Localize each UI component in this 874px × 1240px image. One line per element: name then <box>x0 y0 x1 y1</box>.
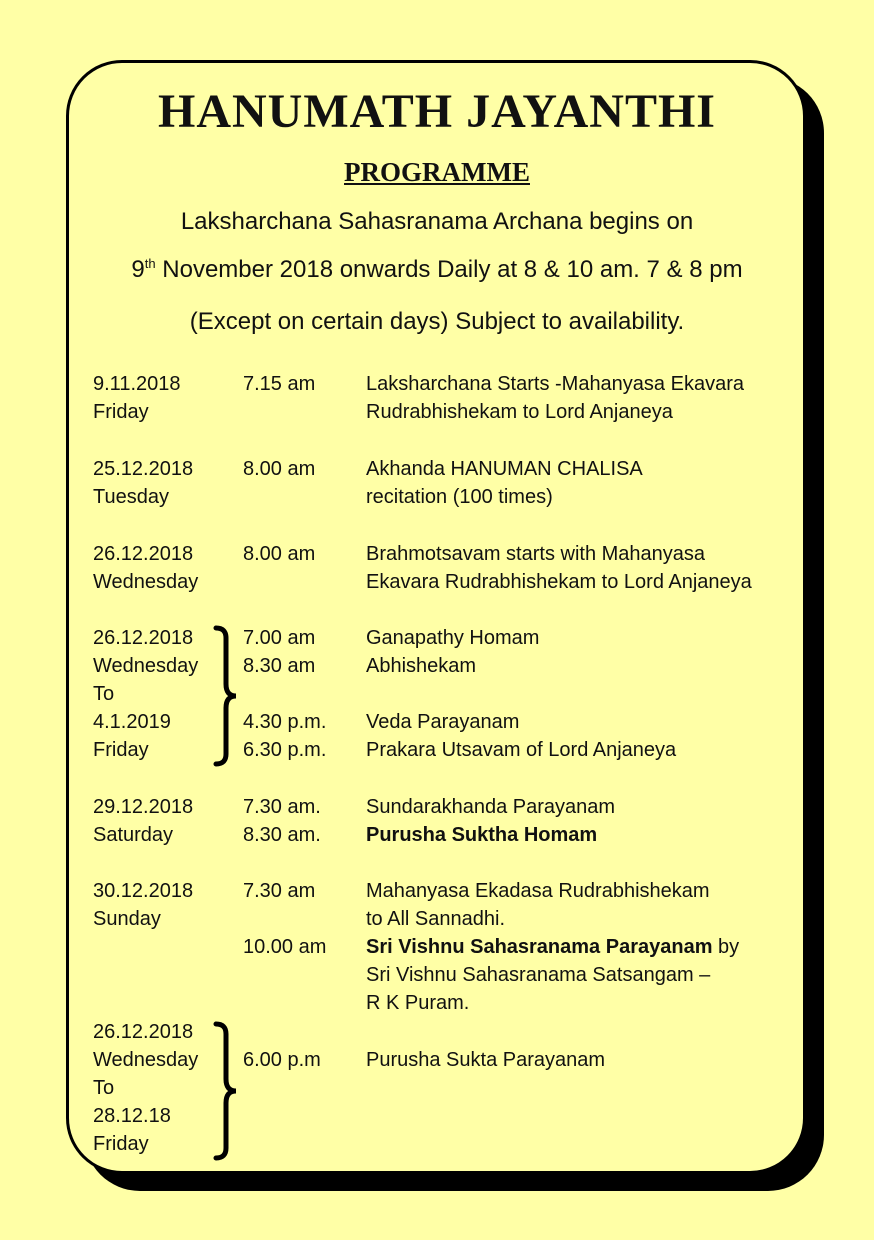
entry-time: 6.30 p.m. <box>243 739 327 761</box>
entry-time: 4.30 p.m. <box>243 711 327 733</box>
entry-time: 8.30 am. <box>243 824 321 846</box>
entry-description: Abhishekam <box>366 655 477 677</box>
entry-date: 29.12.2018 <box>93 796 194 818</box>
entry-description: Purusha Suktha Homam <box>366 824 598 846</box>
entry-description: Rudrabhishekam to Lord Anjaneya <box>366 401 673 423</box>
entry-day: Wednesday <box>93 571 199 593</box>
intro-line-3: (Except on certain days) Subject to availability. <box>189 308 685 335</box>
entry-description: Purusha Sukta Parayanam <box>366 1049 606 1071</box>
entry-range-to: To <box>93 1077 115 1099</box>
page-title: HANUMATH JAYANTHI <box>158 85 716 138</box>
intro-line-1: Laksharchana Sahasranama Archana begins on <box>180 208 694 235</box>
entry-description: Ganapathy Homam <box>366 627 540 649</box>
range-brace-icon <box>210 624 240 768</box>
entry-day-to: Friday <box>93 739 149 761</box>
entry-description: R K Puram. <box>366 992 470 1014</box>
entry-description: Mahanyasa Ekadasa Rudrabhishekam <box>366 880 710 902</box>
entry-description: recitation (100 times) <box>366 486 553 508</box>
entry-date-from: 26.12.2018 <box>93 1021 194 1043</box>
entry-description: Sri Vishnu Sahasranama Parayanam by <box>366 936 740 958</box>
entry-description: Akhanda HANUMAN CHALISA <box>366 458 643 480</box>
programme-heading: PROGRAMME <box>344 157 530 187</box>
entry-description: Laksharchana Starts -Mahanyasa Ekavara <box>366 373 744 395</box>
entry-day: Friday <box>93 401 149 423</box>
entry-date-from: 26.12.2018 <box>93 627 194 649</box>
entry-day-from: Wednesday <box>93 1049 199 1071</box>
entry-date-to: 28.12.18 <box>93 1105 171 1127</box>
entry-range-to: To <box>93 683 115 705</box>
entry-time: 7.00 am <box>243 627 316 649</box>
entry-day: Sunday <box>93 908 161 930</box>
entry-description: Veda Parayanam <box>366 711 520 733</box>
entry-time: 8.00 am <box>243 458 316 480</box>
entry-day: Tuesday <box>93 486 169 508</box>
range-brace-icon <box>210 1020 240 1162</box>
entry-time: 8.30 am <box>243 655 316 677</box>
entry-date: 30.12.2018 <box>93 880 194 902</box>
entry-day: Saturday <box>93 824 174 846</box>
entry-day-from: Wednesday <box>93 655 199 677</box>
entry-date: 9.11.2018 <box>93 373 181 395</box>
entry-time: 7.30 am. <box>243 796 321 818</box>
entry-date: 25.12.2018 <box>93 458 194 480</box>
entry-time: 7.30 am <box>243 880 316 902</box>
entry-description: Sri Vishnu Sahasranama Satsangam – <box>366 964 711 986</box>
entry-date-to: 4.1.2019 <box>93 711 171 733</box>
entry-time: 6.00 p.m <box>243 1049 321 1071</box>
entry-time: 8.00 am <box>243 543 316 565</box>
entry-description: Prakara Utsavam of Lord Anjaneya <box>366 739 677 761</box>
entry-description: Ekavara Rudrabhishekam to Lord Anjaneya <box>366 571 752 593</box>
entry-description: Sundarakhanda Parayanam <box>366 796 616 818</box>
entry-description: Brahmotsavam starts with Mahanyasa <box>366 543 706 565</box>
entry-description: to All Sannadhi. <box>366 908 505 930</box>
entry-date: 26.12.2018 <box>93 543 194 565</box>
entry-day-to: Friday <box>93 1133 149 1155</box>
entry-time: 7.15 am <box>243 373 316 395</box>
intro-line-2: 9th November 2018 onwards Daily at 8 & 10 am. 7 & 8 pm <box>131 256 743 283</box>
entry-time: 10.00 am <box>243 936 327 958</box>
